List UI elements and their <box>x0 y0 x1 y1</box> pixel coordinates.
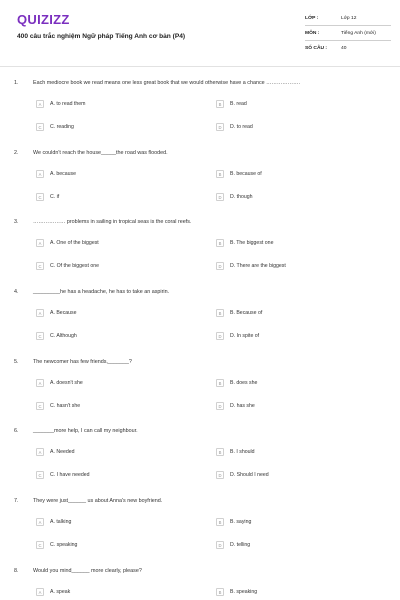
meta-subject-value: Tiếng Anh (mới) <box>341 31 376 36</box>
option-letter-box: A <box>36 309 44 317</box>
question-4 <box>0 289 400 359</box>
option-letter-box: C <box>36 332 44 340</box>
meta-grade-label: LỚP : <box>305 16 319 21</box>
question-text: The newcomer has few friends,_______? <box>33 359 132 365</box>
option-text: B. read <box>230 101 247 107</box>
option-letter-box: A <box>36 518 44 526</box>
meta-divider <box>305 40 391 41</box>
option-letter-box: A <box>36 239 44 247</box>
question-text: _________he has a headache, he has to take an aspirin. <box>33 289 170 295</box>
option-letter-box: D <box>216 193 224 201</box>
option-letter-box: B <box>216 170 224 178</box>
option-text: A. because <box>50 171 76 177</box>
question-text: Would you mind______ more clearly, please? <box>33 568 142 574</box>
option-letter-box: A <box>36 379 44 387</box>
question-number: 3. <box>14 219 19 225</box>
option-letter-box: D <box>216 471 224 479</box>
option-letter-box: D <box>216 402 224 410</box>
option-letter-box: D <box>216 332 224 340</box>
question-text: Each mediocre book we read means one less great book that we would otherwise have a chance ………………. <box>33 80 300 86</box>
question-text: We couldn't reach the house_____the road was flooded. <box>33 150 168 156</box>
option-text: C. I have needed <box>50 472 90 478</box>
option-text: D. There are the biggest <box>230 263 286 269</box>
question-7 <box>0 498 400 568</box>
option-text: B. saying <box>230 519 252 525</box>
option-text: D. has she <box>230 403 255 409</box>
option-text: D. though <box>230 194 253 200</box>
question-number: 7. <box>14 498 19 504</box>
option-letter-box: C <box>36 123 44 131</box>
option-text: D. In spite of <box>230 333 260 339</box>
question-1 <box>0 80 400 150</box>
option-text: C. if <box>50 194 60 200</box>
question-text: ……………… problems in sailing in tropical seas is the coral reefs. <box>33 219 192 225</box>
option-letter-box: B <box>216 309 224 317</box>
option-letter-box: D <box>216 262 224 270</box>
worksheet-header <box>0 0 400 66</box>
option-text: C. Of the biggest one <box>50 263 100 269</box>
option-letter-box: C <box>36 402 44 410</box>
option-letter-box: B <box>216 448 224 456</box>
question-number: 1. <box>14 80 19 86</box>
question-number: 4. <box>14 289 19 295</box>
question-5 <box>0 359 400 429</box>
question-text: They were just______ us about Anna's new boyfriend. <box>33 498 163 504</box>
meta-count-value: 40 <box>341 46 347 51</box>
option-letter-box: C <box>36 262 44 270</box>
option-letter-box: A <box>36 588 44 596</box>
meta-grade-value: Lớp 12 <box>341 16 357 21</box>
option-text: D. Should I need <box>230 472 269 478</box>
option-text: C. Although <box>50 333 77 339</box>
question-number: 2. <box>14 150 19 156</box>
question-3 <box>0 219 400 289</box>
option-text: B. does she <box>230 380 258 386</box>
quizizz-logo: QUIZIZZ <box>17 12 70 27</box>
option-letter-box: B <box>216 379 224 387</box>
option-text: D. telling <box>230 542 251 548</box>
option-letter-box: C <box>36 193 44 201</box>
option-text: A. Needed <box>50 449 75 455</box>
option-text: B. because of <box>230 171 262 177</box>
question-2 <box>0 150 400 220</box>
option-text: A. talking <box>50 519 72 525</box>
option-text: B. Because of <box>230 310 263 316</box>
option-letter-box: D <box>216 541 224 549</box>
meta-count-label: SỐ CÂU : <box>305 46 328 51</box>
question-8 <box>0 568 400 600</box>
option-text: C. reading <box>50 124 74 130</box>
document-title: 400 câu trắc nghiệm Ngữ pháp Tiếng Anh cơ bản (P4) <box>17 33 186 40</box>
header-divider <box>0 66 400 67</box>
option-text: B. speaking <box>230 589 258 595</box>
option-letter-box: B <box>216 239 224 247</box>
option-letter-box: D <box>216 123 224 131</box>
option-letter-box: A <box>36 100 44 108</box>
question-6 <box>0 428 400 498</box>
option-letter-box: B <box>216 100 224 108</box>
option-text: A. doesn't she <box>50 380 83 386</box>
option-text: D. to read <box>230 124 253 130</box>
question-text: _______more help, I can call my neighbour. <box>33 428 138 434</box>
option-letter-box: C <box>36 471 44 479</box>
option-text: A. speak <box>50 589 71 595</box>
option-text: A. Because <box>50 310 77 316</box>
option-text: A. to read them <box>50 101 86 107</box>
question-number: 8. <box>14 568 19 574</box>
option-letter-box: C <box>36 541 44 549</box>
question-number: 6. <box>14 428 19 434</box>
option-text: C. speaking <box>50 542 78 548</box>
option-text: C. hasn't she <box>50 403 81 409</box>
option-letter-box: B <box>216 518 224 526</box>
option-letter-box: B <box>216 588 224 596</box>
option-letter-box: A <box>36 170 44 178</box>
option-text: B. The biggest one <box>230 240 274 246</box>
meta-divider <box>305 25 391 26</box>
option-text: B. I should <box>230 449 255 455</box>
option-text: A. One of the biggest <box>50 240 99 246</box>
meta-subject-label: MÔN : <box>305 31 320 36</box>
question-number: 5. <box>14 359 19 365</box>
option-letter-box: A <box>36 448 44 456</box>
